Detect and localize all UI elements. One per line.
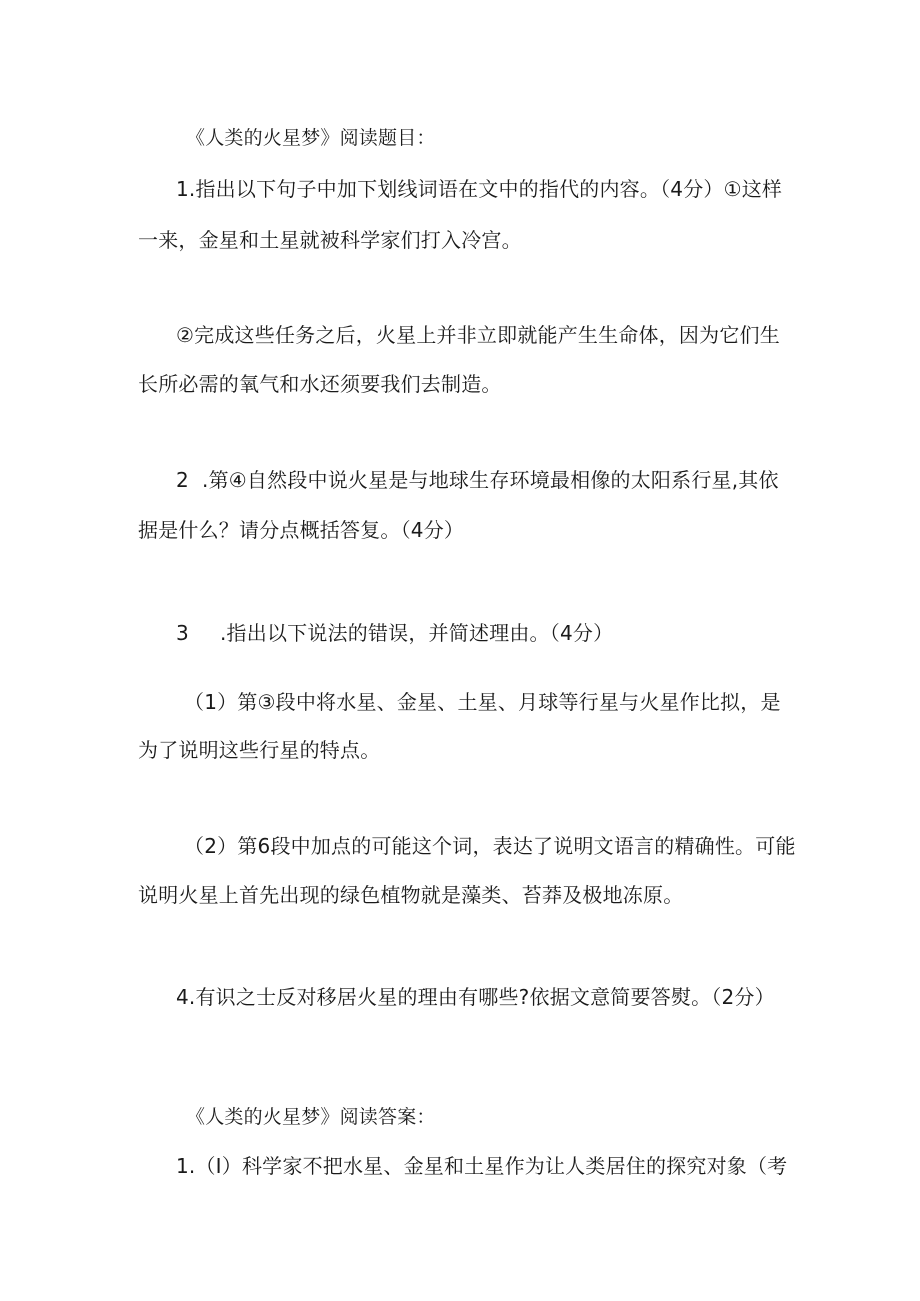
question-3-item-2-line-1: （2）第6段中加点的可能这个词，表达了说明文语言的精确性。可能 (184, 834, 796, 858)
question-3-text: .指出以下说法的错误，并简述理由。（4分） (220, 621, 614, 645)
question-1-item-2-line-1: ②完成这些任务之后，火星上并非立即就能产生生命体，因为它们生 (176, 323, 780, 347)
answer-1-line-1: 1.（I）科学家不把水星、金星和土星作为让人类居住的探究对象（考 (176, 1154, 788, 1178)
question-1-line-2: 一来，金星和土星就被科学家们打入冷宫。 (138, 228, 522, 252)
questions-title: 《人类的火星梦》阅读题目： (186, 127, 436, 149)
question-2-line-2: 据是什么？请分点概括答复。（4分） (138, 518, 465, 542)
question-3-number: 3 (176, 621, 189, 645)
question-3-item-1-line-2: 为了说明这些行星的特点。 (138, 738, 381, 762)
question-1-item-2-line-2: 长所必需的氧气和水还须要我们去制造。 (138, 372, 502, 396)
question-3-item-1-line-1: （1）第③段中将水星、金星、土星、月球等行星与火星作比拟，是 (184, 690, 781, 714)
question-1-line-1: 1.指出以下句子中加下划线词语在文中的指代的内容。（4分）①这样 (176, 177, 783, 201)
question-3-line (176, 619, 613, 647)
question-2-line-1: 2 .第④自然段中说火星是与地球生存环境最相像的太阳系行星,其依 (176, 468, 779, 492)
question-4-line-1: 4.有识之士反对移居火星的理由有哪些?依据文意简要答熨。（2分） (176, 985, 775, 1009)
answers-title: 《人类的火星梦》阅读答案： (186, 1106, 436, 1128)
question-3-item-2-line-2: 说明火星上首先出现的绿色植物就是藻类、苔莽及极地冻原。 (138, 883, 684, 907)
